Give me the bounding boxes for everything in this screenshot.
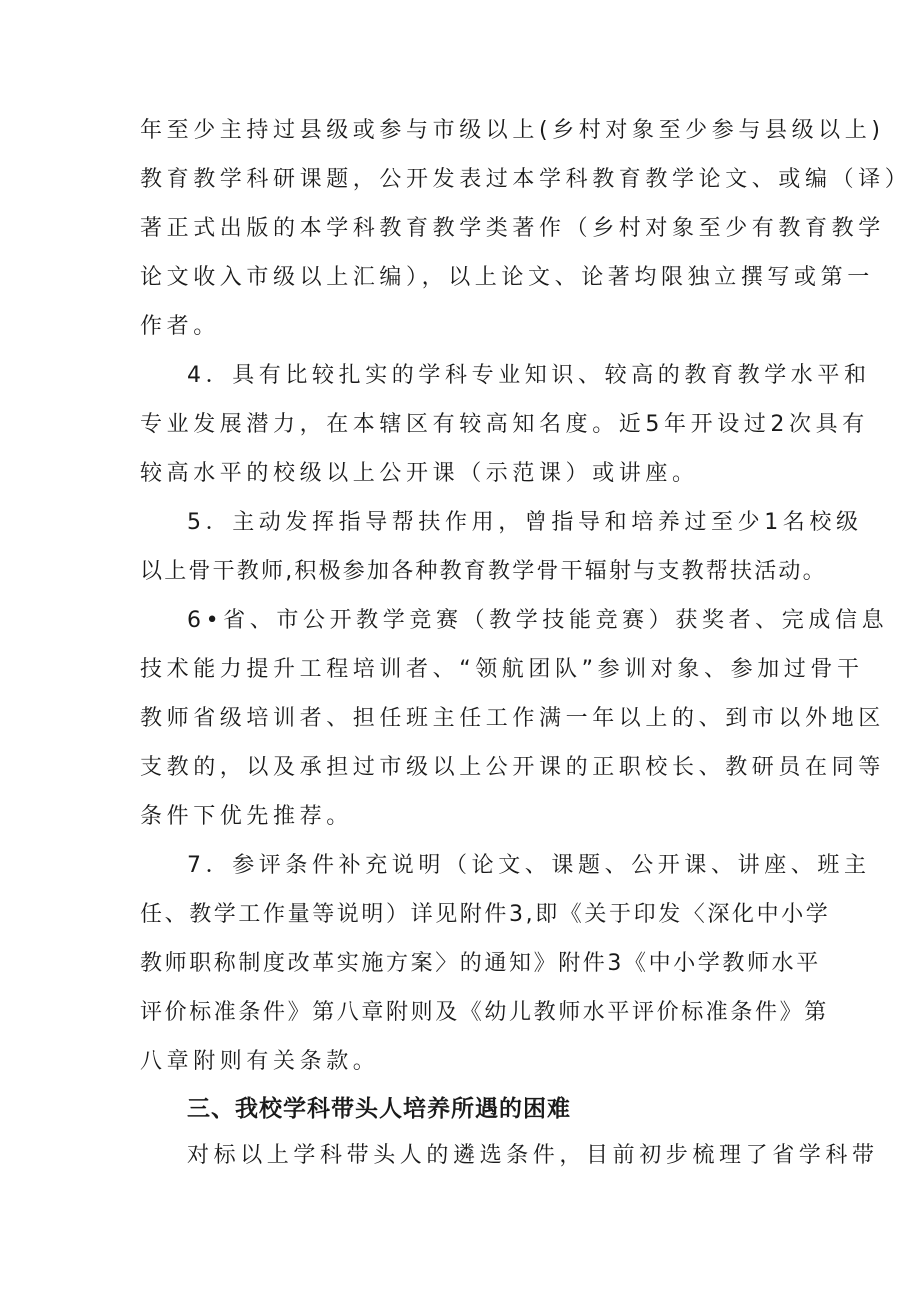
text-line: 条件下优先推荐。 [140,804,353,829]
text-line: 教育教学科研课题，公开发表过本学科教育教学论文、或编（译） [140,167,912,192]
paragraph-5-start: 5．主动发挥指导帮扶作用，曾指导和培养过至少1名校级 [187,510,863,535]
paragraph-7-start: 7．参评条件补充说明（论文、课题、公开课、讲座、班主 [187,853,871,878]
text-line: 支教的，以及承担过市级以上公开课的正职校长、教研员在同等 [140,755,885,780]
text-line: 年至少主持过县级或参与市级以上(乡村对象至少参与县级以上) [140,118,885,143]
paragraph-6-start: 6•省、市公开教学竞赛（教学技能竞赛）获奖者、完成信息 [187,608,889,633]
text-line: 专业发展潜力，在本辖区有较高知名度。近5年开设过2次具有 [140,412,869,437]
text-line: 较高水平的校级以上公开课（示范课）或讲座。 [140,461,699,486]
text-line: 论文收入市级以上汇编），以上论文、论著均限独立撰写或第一 [140,265,874,290]
section-heading: 三、我校学科带头人培养所遇的困难 [187,1096,571,1122]
text-line: 技术能力提升工程培训者、“领航团队”参训对象、参加过骨干 [140,657,864,682]
paragraph-start: 对标以上学科带头人的遴选条件，目前初步梳理了省学科带 [187,1143,879,1168]
paragraph-4-start: 4．具有比较扎实的学科专业知识、较高的教育教学水平和 [187,363,871,388]
text-line: 任、教学工作量等说明）详见附件3,即《关于印发〈深化中小学 [140,902,831,927]
text-line: 作者。 [140,314,220,339]
text-line: 著正式出版的本学科教育教学类著作（乡村对象至少有教育教学 [140,216,885,241]
text-line: 以上骨干教师,积极参加各种教育教学骨干辐射与支教帮扶活动。 [140,559,827,584]
text-line: 教师职称制度改革实施方案〉的通知》附件3《中小学教师水平 [140,951,821,976]
text-line: 评价标准条件》第八章附则及《幼儿教师水平评价标准条件》第 [140,1000,829,1025]
text-line: 八章附则有关条款。 [140,1049,380,1074]
text-line: 教师省级培训者、担任班主任工作满一年以上的、到市以外地区 [140,706,885,731]
